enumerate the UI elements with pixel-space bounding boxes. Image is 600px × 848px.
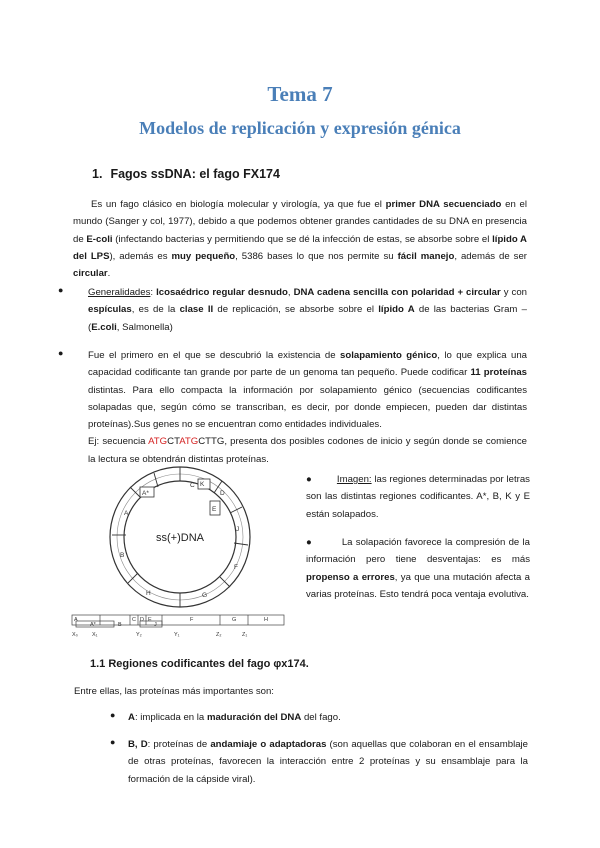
text: de las bacterias Gram – ( (88, 304, 527, 333)
bold-text: B, D (128, 739, 148, 750)
text: , es de la (131, 304, 180, 316)
bullet-icon: ● (58, 348, 64, 358)
text: : implicada en la (134, 712, 207, 723)
bold-text: fácil manejo (397, 250, 455, 262)
text: ), además es (109, 250, 172, 262)
bullet-icon: ● (110, 737, 116, 747)
section-number: 1. (92, 167, 103, 181)
bold-text: circular (73, 268, 108, 280)
ring-label-h: H (146, 590, 151, 597)
map-label-e: E (148, 617, 152, 623)
start-codon-1: ATG (148, 436, 168, 448)
linear-map (72, 615, 284, 627)
ring-center-label: ss(+)DNA (156, 532, 204, 544)
ring-label-a-star: A* (142, 490, 149, 497)
text: (son aquellas que colaboran en el ensamblaje de otras proteínas, favorecen la interacción entre 2 proteínas y su ensamblaje para la formación de la cápside viral). (128, 739, 528, 785)
bold-text: lípido A del LPS (73, 233, 527, 262)
section-heading (92, 167, 280, 181)
map-label-g: G (232, 617, 237, 623)
text: , ya que una mutación afecta a varias proteínas. Esto tendrá poca ventaja evolutiva. (306, 571, 530, 600)
bold-text: Icosaédrico regular desnudo (156, 287, 288, 298)
bold-text: lípido A (378, 304, 415, 316)
underlined-text: Imagen: (336, 474, 372, 485)
ring-label-e: E (212, 506, 217, 513)
text: en el mundo (Sanger y col, 1977), debido a que podemos obtener grandes cantidades de su DNA en presencia de (73, 199, 527, 245)
bold-text: A (128, 712, 135, 723)
subsection-intro: Entre ellas, las proteínas más importantes son: (74, 686, 274, 697)
page-title: Tema 7 (267, 82, 333, 106)
ring-label-c: C (190, 482, 195, 489)
map-tick-x0: X₀ (72, 632, 78, 638)
bullet-icon: ● (306, 474, 337, 485)
map-label-f: F (190, 617, 194, 623)
text: de replicación, se absorbe sobre el (213, 304, 379, 316)
bold-text: E.coli (91, 321, 117, 333)
text: Fue el primero en el que se descubrió la existencia de (88, 350, 341, 361)
bullet-generalidades (88, 284, 527, 336)
text: : (150, 287, 157, 298)
text: (infectando bacterias y permitiendo que se dé la infección de estas, se absorbe sobre el (112, 233, 493, 245)
ring-label-b: B (120, 552, 125, 559)
bold-text: espículas (88, 304, 132, 316)
ring-label-k: K (200, 481, 205, 488)
text: y con (500, 287, 527, 298)
ring-label-d: D (220, 490, 225, 497)
bold-text: primer DNA secuenciado (385, 199, 502, 210)
text: La solapación favorece la compresión de la información pero tiene desventajas: es más (306, 537, 530, 566)
start-codon-2: ATG (179, 436, 199, 448)
map-label-a: A (74, 617, 78, 623)
text: , lo que explica una capacidad codificante tan grande por parte de un genoma tan pequeño. Puede codificar (88, 350, 527, 379)
map-label-h: H (264, 617, 268, 623)
underlined-text: Generalidades (88, 287, 151, 298)
map-label-a-star: A* (90, 622, 96, 628)
text: distintas. Para ello compacta la información por solapamiento génico (secuencias codificantes solapadas que, según cómo se transcriban, es decir, por donde empiecen, pueden dar distintas proteínas).Sus genes no se encuentran como entidades individuales. (88, 384, 527, 431)
text: , 5386 bases lo que nos permite su (235, 250, 398, 262)
ring-label-g: G (202, 592, 208, 599)
bold-text: DNA cadena sencilla con polaridad + circular (293, 287, 501, 298)
bullet-solapamiento (88, 347, 527, 468)
side-note-imagen (306, 471, 530, 523)
bullet-icon: ● (110, 710, 116, 720)
text: , además de ser (454, 250, 527, 262)
text: las regiones determinadas por letras son las distintas regiones codificantes. A*, B, K y E están solapados. (306, 474, 530, 520)
text: Es un fago clásico en biología molecular y virología, ya que fue el (91, 199, 386, 210)
map-label-b: B (118, 622, 122, 628)
sequence-text: CT (167, 436, 180, 448)
section-title: Fagos ssDNA: el fago FX174 (110, 167, 280, 181)
bold-text: andamiaje o adaptadoras (210, 739, 327, 750)
map-tick-x1: X₁ (92, 632, 98, 638)
sequence-text: CTTG (198, 436, 225, 448)
map-tick-y2: Y₂ (136, 632, 142, 638)
bold-text: 11 proteínas (470, 367, 527, 379)
bold-text: solapamiento génico (340, 350, 438, 361)
intro-paragraph (73, 196, 527, 282)
map-tick-z2: Z₂ (216, 632, 222, 638)
text: Ej: secuencia (88, 436, 149, 448)
text: , Salmonella) (116, 321, 173, 333)
map-label-j: J (154, 622, 157, 628)
text: , (287, 287, 294, 298)
ring-label-j: J (236, 526, 240, 533)
bullet-icon: ● (58, 285, 64, 295)
text: , presenta dos posibles codones de inicio y según donde se comience la lectura se obtendrán distintas proteínas. (88, 436, 527, 465)
map-label-c: C (132, 617, 136, 623)
ring-label-a: A (124, 510, 129, 517)
bold-text: propenso a errores (306, 571, 395, 583)
list-item (128, 709, 528, 726)
text: del fago. (301, 712, 341, 723)
map-tick-z1: Z₁ (242, 632, 248, 638)
map-tick-y1: Y₁ (174, 632, 180, 638)
text: . (107, 268, 111, 280)
bold-text: E-coli (86, 233, 113, 245)
map-label-d: D (140, 617, 144, 623)
page-subtitle: Modelos de replicación y expresión génica (139, 118, 461, 138)
bold-text: muy pequeño (171, 250, 236, 262)
bold-text: maduración del DNA (206, 712, 302, 723)
genome-map-figure (70, 465, 288, 640)
subsection-heading: 1.1 Regiones codificantes del fago φx174. (90, 658, 309, 670)
text: : proteínas de (147, 739, 211, 750)
side-note-solapacion (306, 534, 530, 603)
ring-label-f: F (234, 564, 238, 571)
bold-text: clase II (179, 304, 214, 316)
bullet-icon: ● (306, 537, 342, 548)
list-item (128, 736, 528, 788)
